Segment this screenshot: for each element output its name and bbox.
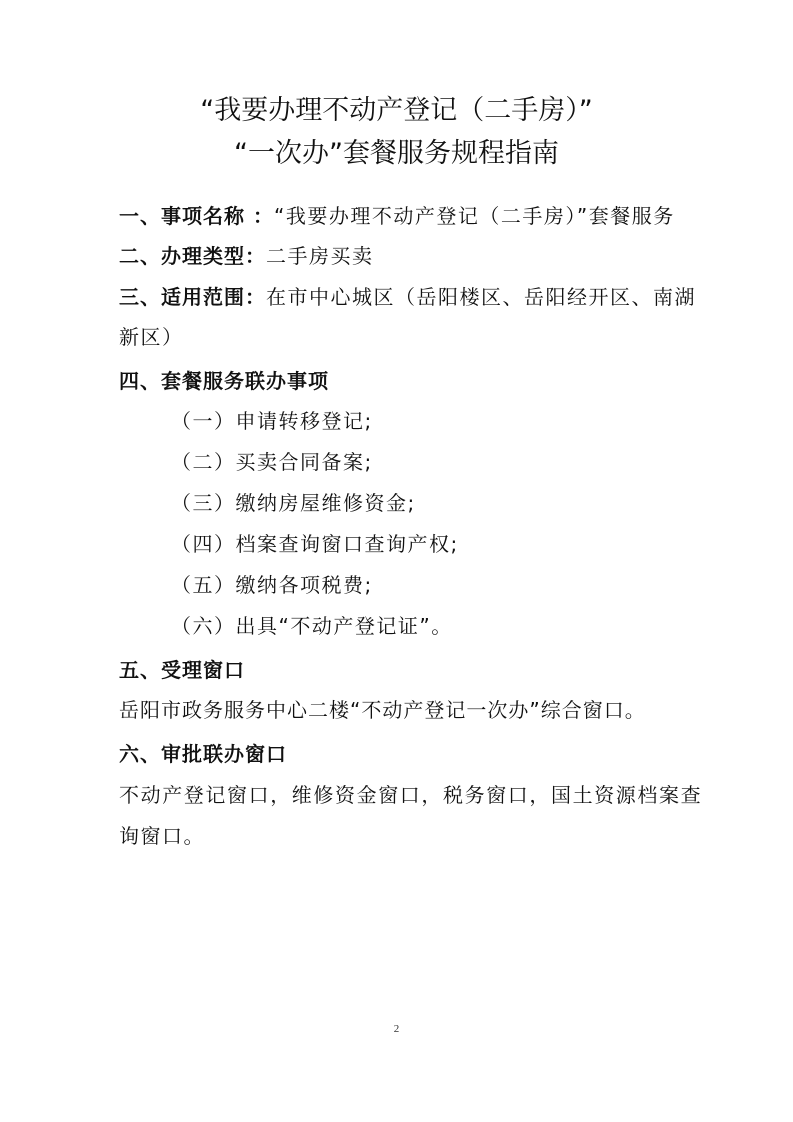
list-item: （一）申请转移登记;	[171, 409, 373, 433]
section-accept-window-heading: 五、受理窗口	[119, 658, 245, 682]
list-item: （六）出具“不动产登记证”。	[171, 614, 453, 638]
list-item: （二）买卖合同备案;	[171, 450, 373, 474]
section-handling-type	[119, 243, 699, 269]
list-item: （三）缴纳房屋维修资金;	[171, 491, 416, 515]
section-scope-value-line-2: 新区）	[119, 325, 184, 349]
list-item: （四）档案查询窗口查询产权;	[171, 532, 459, 556]
list-item: （五）缴纳各项税费;	[171, 573, 373, 597]
section-approval-window-text-line-1: 不动产登记窗口，维修资金窗口，税务窗口，国土资源档案查	[119, 783, 703, 807]
section-scope	[119, 284, 699, 310]
section-approval-window-text-line-2: 询窗口。	[119, 824, 205, 848]
section-handling-type-value: 二手房买卖	[266, 244, 374, 268]
page-number: 2	[393, 1023, 400, 1035]
section-scope-value-line-1: 在市中心城区（岳阳楼区、岳阳经开区、南湖	[266, 285, 696, 309]
title-line-1: “我要办理不动产登记（二手房）”	[200, 95, 593, 126]
title-line-2: “一次办”套餐服务规程指南	[234, 138, 559, 169]
section-handling-type-label: 二、办理类型：	[119, 244, 266, 268]
section-item-name	[119, 203, 699, 229]
section-scope-label: 三、适用范围：	[119, 285, 266, 309]
section-item-name-value: “我要办理不动产登记（二手房）”套餐服务	[273, 204, 675, 228]
section-bundle-heading: 四、套餐服务联办事项	[119, 369, 329, 393]
section-approval-window-heading: 六、审批联办窗口	[119, 742, 287, 766]
section-accept-window-text: 岳阳市政务服务中心二楼“不动产登记一次办”综合窗口。	[119, 698, 646, 722]
section-item-name-label: 一、事项名称 ：	[119, 204, 274, 228]
